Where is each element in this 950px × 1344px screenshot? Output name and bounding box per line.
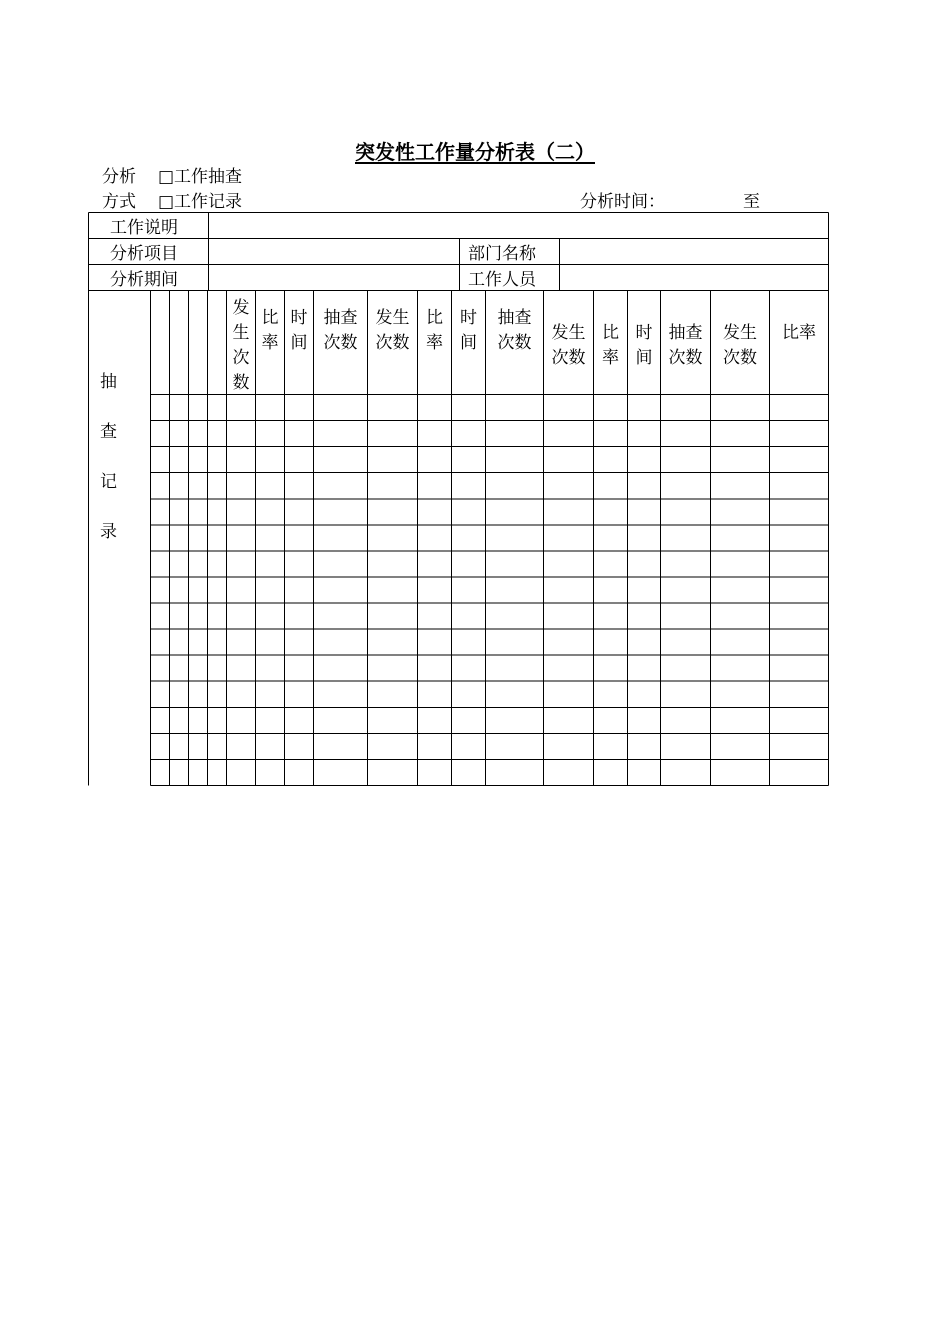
column-header-line: 次数 [497, 333, 532, 353]
field-analysis-period: 分析期间 [110, 270, 178, 290]
column-header-line: 次数 [723, 348, 757, 368]
column-header-line: 发生 [723, 323, 757, 343]
column-header-line: 次数 [551, 348, 586, 368]
column-header-line: 发生 [551, 323, 586, 343]
section-label-char: 录 [100, 522, 117, 542]
column-header-line: 比 [602, 323, 619, 343]
column-header [628, 321, 661, 371]
option-work-check[interactable]: □工作抽查 [158, 167, 243, 187]
form-title: 突发性工作量分析表（二） [355, 140, 595, 164]
analysis-time-to: 至 [743, 192, 760, 212]
column-header [661, 321, 711, 371]
column-header-line: 次数 [668, 348, 703, 368]
column-header [544, 321, 594, 371]
column-header-line: 比 [261, 308, 279, 328]
column-header [770, 321, 829, 346]
analysis-time-label: 分析时间： [580, 192, 665, 212]
method-label-2: 方式 [102, 192, 136, 212]
column-header-line: 次数 [375, 333, 410, 353]
field-analysis-item: 分析项目 [110, 244, 178, 264]
column-header-line: 次数 [323, 333, 358, 353]
column-header-line: 发生 [375, 308, 410, 328]
column-header-line: 时 [635, 323, 653, 343]
column-header [256, 306, 285, 356]
section-label-char: 查 [100, 422, 117, 442]
column-header-line: 间 [635, 348, 653, 368]
column-header [368, 306, 418, 356]
column-header-line: 数 [232, 373, 250, 393]
column-header-line: 间 [460, 333, 477, 353]
column-header-line: 时 [460, 308, 477, 328]
column-header-line: 发 [232, 298, 250, 318]
option-work-record[interactable]: □工作记录 [158, 192, 243, 212]
column-header-line: 比率 [782, 323, 816, 343]
column-header [285, 306, 314, 356]
column-header-line: 生 [232, 323, 250, 343]
column-header [594, 321, 628, 371]
column-header-line: 间 [290, 333, 308, 353]
column-header-line: 率 [602, 348, 619, 368]
method-label-1: 分析 [102, 167, 136, 187]
column-header-line: 时 [290, 308, 308, 328]
column-header [314, 306, 368, 356]
section-label-char: 抽 [100, 372, 117, 392]
field-work-desc: 工作说明 [110, 218, 178, 238]
section-label-char: 记 [100, 472, 117, 492]
column-header-line: 抽查 [668, 323, 703, 343]
column-header-line: 抽查 [497, 308, 532, 328]
column-header-line: 比 [426, 308, 443, 328]
column-header-line: 抽查 [323, 308, 358, 328]
column-header-line: 次 [232, 348, 250, 368]
field-staff: 工作人员 [468, 270, 536, 290]
column-header-line: 率 [261, 333, 279, 353]
column-header [711, 321, 770, 371]
column-header-line: 率 [426, 333, 443, 353]
field-dept-name: 部门名称 [468, 244, 536, 264]
column-header [227, 296, 256, 396]
column-header [452, 306, 486, 356]
column-header [418, 306, 452, 356]
column-header [486, 306, 544, 356]
